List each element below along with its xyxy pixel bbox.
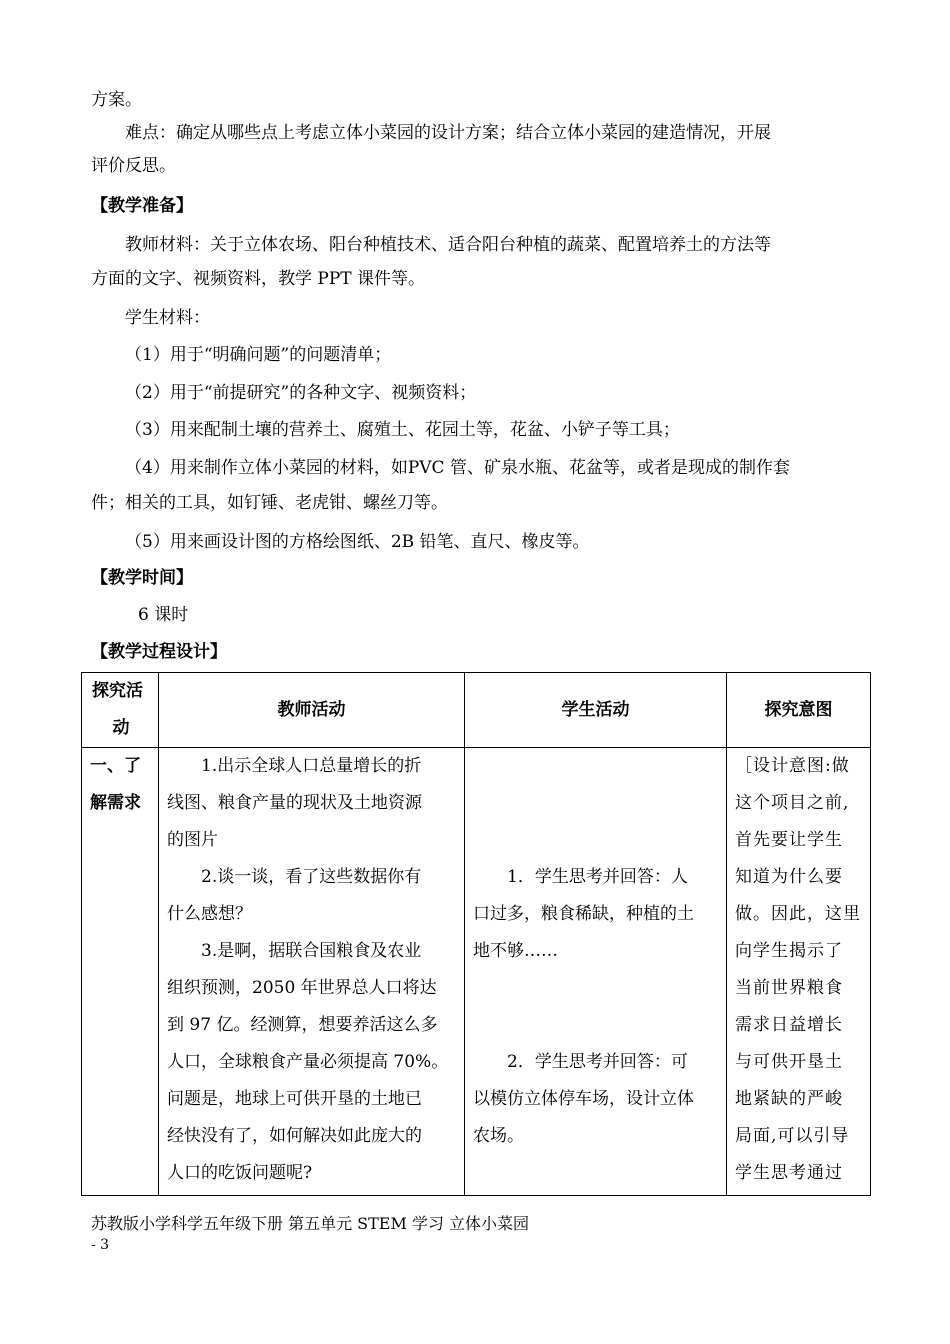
header-student: 学生活动 [465,673,727,748]
student-material-item: （4）用来制作立体小菜园的材料，如PVC 管、矿泉水瓶、花盆等，或者是现成的制作套 [125,458,790,478]
header-activity-line1: 探究活 [92,681,143,701]
intent-cell [727,748,871,1196]
teacher-line: 什么感想？ [167,904,252,924]
intent-line: 向学生揭示了 [735,941,843,961]
teacher-line: 3.是啊，据联合国粮食及农业 [201,941,422,961]
student-line: 2．学生思考并回答：可 [507,1052,688,1072]
table-header-row [82,673,871,748]
teacher-line: 人口的吃饭问题呢? [167,1163,313,1183]
teacher-line: 组织预测，2050 年世界总人口将达 [167,978,437,998]
intent-line: 知道为什么要 [735,867,843,887]
teacher-materials-line2: 方面的文字、视频资料，教学 PPT 课件等。 [91,269,426,289]
student-activity-cell [465,748,727,1196]
intent-line: ［设计意图:做 [735,756,850,776]
intent-line: 局面,可以引导 [735,1126,850,1146]
time-heading: 【教学时间】 [91,568,193,588]
intent-line: 首先要让学生 [735,830,843,850]
process-heading: 【教学过程设计】 [91,642,227,662]
intent-line: 需求日益增长 [735,1015,843,1035]
stage-cell [82,748,159,1196]
teacher-line: 2.谈一谈，看了这些数据你有 [201,867,422,887]
stage-line2: 解需求 [90,793,141,813]
difficulty-continued: 评价反思。 [91,156,176,176]
teacher-line: 线图、粮食产量的现状及土地资源 [167,793,422,813]
header-teacher: 教师活动 [159,673,465,748]
intent-line: 这个项目之前, [735,793,850,813]
teacher-line: 到 97 亿。经测算，想要养活这么多 [167,1015,438,1035]
header-activity [82,673,159,748]
header-activity-line2: 动 [112,718,130,738]
teacher-line: 人口，全球粮食产量必须提高 70%。 [167,1052,449,1072]
time-value: 6 课时 [138,605,189,625]
student-material-item: 件；相关的工具，如钉锤、老虎钳、螺丝刀等。 [91,493,448,513]
teacher-materials-line1: 教师材料：关于立体农场、阳台种植技术、适合阳台种植的蔬菜、配置培养土的方法等 [125,235,771,255]
teacher-activity-cell [159,748,465,1196]
page-number: - 3 [91,1237,110,1253]
teacher-line: 问题是，地球上可供开垦的土地已 [167,1089,422,1109]
intent-line: 地紧缺的严峻 [735,1089,843,1109]
student-line: 口过多，粮食稀缺，种植的土 [473,904,694,924]
student-material-item: （3）用来配制土壤的营养土、腐殖土、花园土等，花盆、小铲子等工具； [125,420,680,440]
teacher-line: 经快没有了，如何解决如此庞大的 [167,1126,422,1146]
student-material-item: （5）用来画设计图的方格绘图纸、2B 铅笔、直尺、橡皮等。 [125,532,590,552]
teacher-line: 的图片 [167,830,218,850]
student-line: 农场。 [473,1126,524,1146]
intent-line: 当前世界粮食 [735,978,843,998]
student-materials-label: 学生材料： [125,308,210,328]
student-line: 1．学生思考并回答：人 [507,867,688,887]
intent-line: 与可供开垦土 [735,1052,843,1072]
intent-line: 学生思考通过 [735,1163,843,1183]
intro-line: 方案。 [91,90,142,110]
table-row [82,748,871,1196]
prep-heading: 【教学准备】 [91,196,193,216]
student-material-item: （1）用于“明确问题”的问题清单； [125,345,392,365]
student-line: 以模仿立体停车场，设计立体 [473,1089,694,1109]
header-intent: 探究意图 [727,673,871,748]
intent-line: 做。因此，这里 [735,904,861,924]
stage-line1: 一、了 [90,756,141,776]
student-line: 地不够…… [473,941,558,961]
difficulty-line: 难点：确定从哪些点上考虑立体小菜园的设计方案；结合立体小菜园的建造情况，开展 [125,123,771,143]
student-material-item: （2）用于“前提研究”的各种文字、视频资料； [125,383,477,403]
page-footer: 苏教版小学科学五年级下册 第五单元 STEM 学习 立体小菜园 [91,1214,530,1233]
teacher-line: 1.出示全球人口总量增长的折 [201,756,422,776]
process-table [81,672,871,1196]
